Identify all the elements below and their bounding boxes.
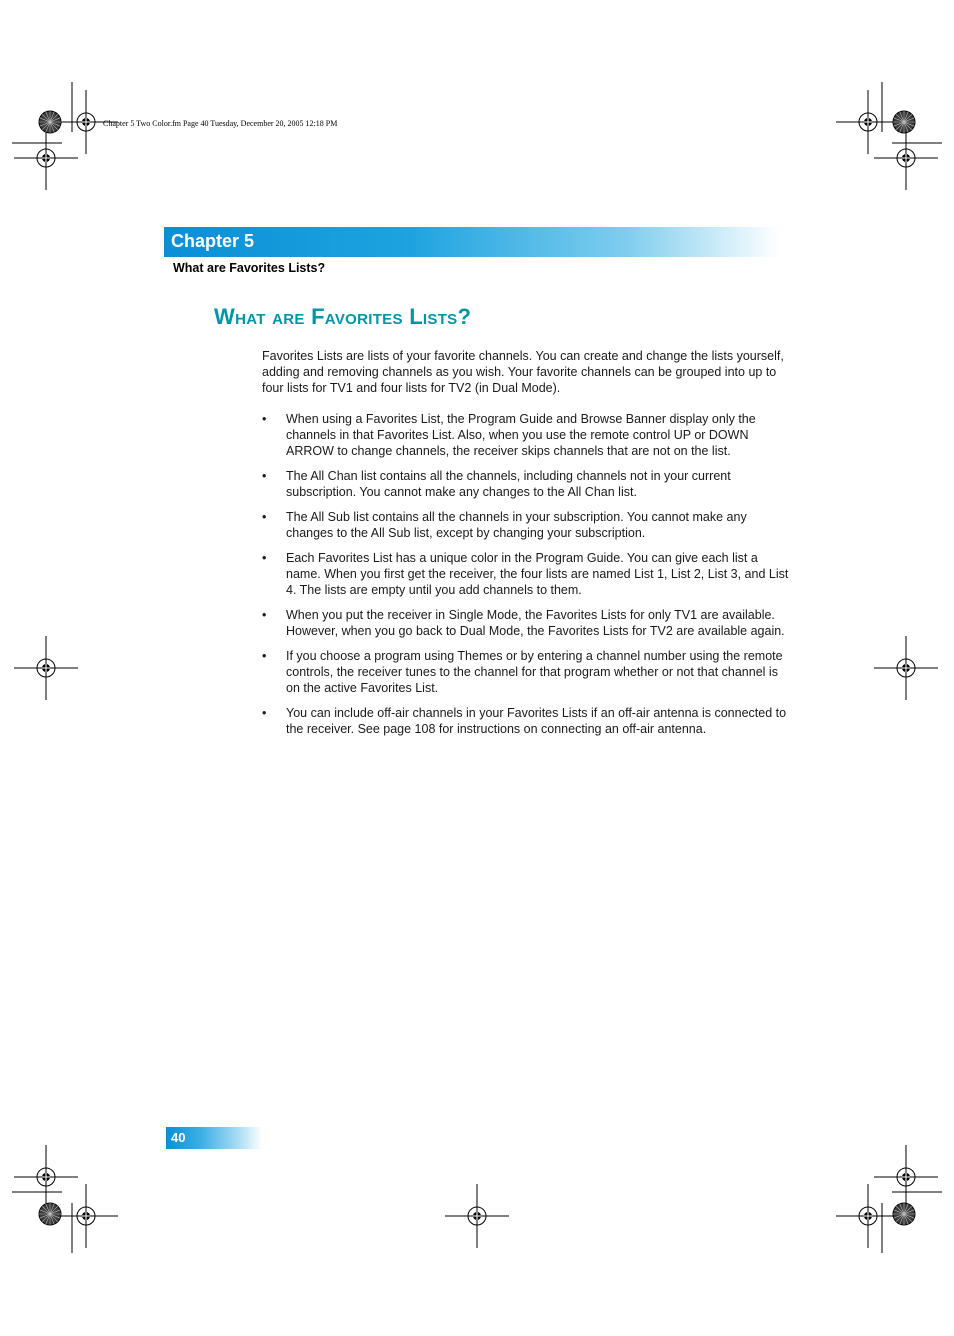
bullet-marker: • — [262, 648, 267, 663]
bullet-marker: • — [262, 412, 267, 426]
list-item-text: You can include off-air channels in your Favorites Lists if an off-air antenna is connected to the receiver. See page 108 for instructions on connecting an off-air antenna. — [286, 706, 787, 737]
list-item-text: When you put the receiver in Single Mode, the Favorites Lists for only TV1 are available. However, when you go back to Dual Mode, the Favorites Lists for TV2 are available again. — [286, 608, 785, 639]
list-item — [262, 648, 790, 697]
section-title: What are Favorites Lists? — [214, 304, 472, 329]
list-item — [262, 550, 790, 599]
list-item-text: If you choose a program using Themes or by entering a channel number using the remote controls, the receiver tunes to the channel for that program whether or not that channel is on the active Favorites List. — [286, 648, 783, 696]
print-slug: Chapter 5 Two Color.fm Page 40 Tuesday, December 20, 2005 12:18 PM — [103, 119, 338, 128]
bullet-marker: • — [262, 550, 267, 565]
list-item-text: The All Chan list contains all the channels, including channels not in your current subscription. You cannot make any changes to the All Chan list. — [286, 469, 731, 500]
page-number-tab — [166, 1127, 262, 1149]
intro-paragraph: Favorites Lists are lists of your favorite channels. You can create and change the lists yourself, adding and removing channels as you wish. Your favorite channels can be grouped into up to four lists for TV1 and four lists for TV2 (in Dual Mode). — [262, 349, 784, 396]
bullet-marker: • — [262, 706, 267, 721]
chapter-banner — [164, 227, 780, 257]
list-item — [262, 468, 790, 500]
chapter-label: Chapter 5 — [171, 231, 255, 251]
list-item-text: When using a Favorites List, the Program Guide and Browse Banner display only the channels in that Favorites List. Also, when you use the remote control UP or DOWN ARROW to change channels, the receiver skips channels that are not on the list. — [286, 412, 756, 459]
bullet-marker: • — [262, 608, 267, 623]
list-item — [262, 411, 790, 460]
running-head: What are Favorites Lists? — [173, 261, 326, 275]
list-item-text: The All Sub list contains all the channels in your subscription. You cannot make any changes to the All Sub list, except by changing your subscription. — [286, 510, 747, 541]
bullet-marker: • — [262, 510, 267, 525]
list-item — [262, 607, 790, 639]
list-item-text: Each Favorites List has a unique color in the Program Guide. You can give each list a name. When you first get the receiver, the four lists are named List 1, List 2, List 3, and List 4. The lists are empty until you add channels to them. — [286, 550, 789, 598]
bullet-list — [262, 411, 790, 746]
bullet-marker: • — [262, 469, 267, 484]
page-number: 40 — [171, 1130, 186, 1145]
list-item — [262, 509, 790, 541]
list-item — [262, 705, 790, 737]
